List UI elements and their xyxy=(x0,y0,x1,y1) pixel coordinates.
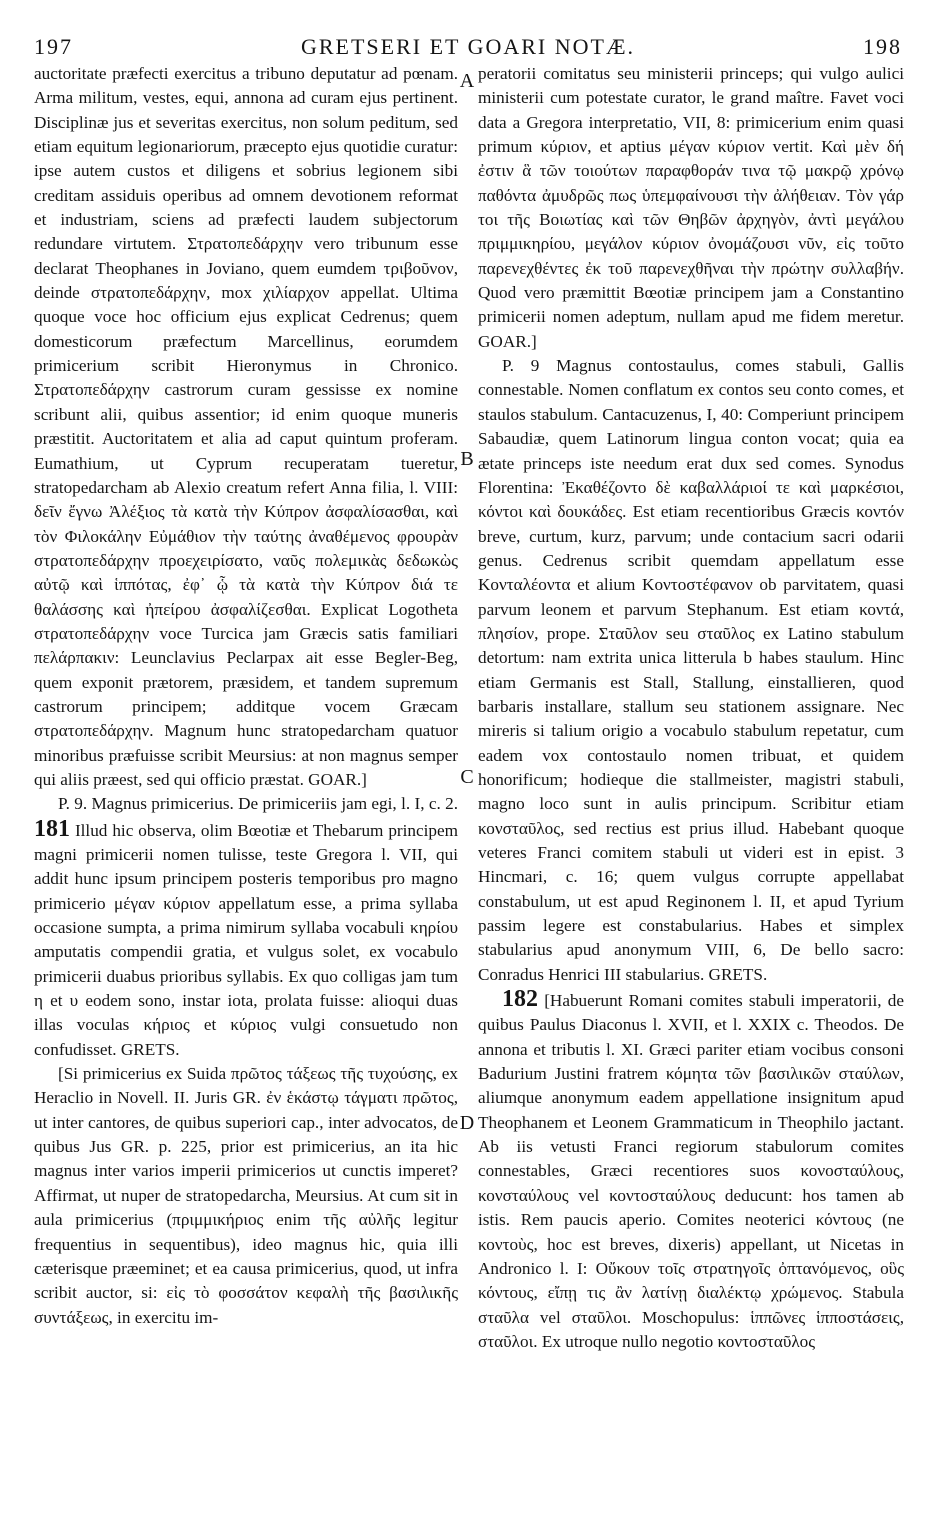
page-number-left: 197 xyxy=(34,34,73,59)
section-number: 182 xyxy=(502,986,538,1013)
paragraph-magnus-primicerius xyxy=(34,792,458,1062)
running-title: GRETSERI ET GOARI NOTÆ. xyxy=(300,34,636,59)
paragraph-primicerius-note: [Si primicerius ex Suida πρῶτος τάξεως τῆς τυχούσης, ex Heraclio in Novell. II. Juris GR. ἐν ἑκάστῳ τάγματι πρῶτος, ut inter cantores, de quibus superiori cap., inter advocatos, de quibus Jus GR. p. 225, prior est primicerius, an ita hic magnus inter varios imperii primicerios ut cunctis imperet? Affirmat, ut nuper de stratopedarcha, Meursius. At cum sit in aula primicerius (πριμμικήριος enim τῆς αὐλῆς legitur frequentius in sequentibus), ideo magnus hic, quia illi cæterisque præeminet; et ea causa primicerius, quod, ut infra scribit auctor, si: εἰς τὸ φοσσάτον κεφαλὴ τῆς βασιλικῆς συντάξεως, in exercitu im- xyxy=(34,1064,458,1327)
paragraph-comites-stabuli xyxy=(478,987,904,1354)
margin-marker-b: B xyxy=(460,448,474,470)
page-number-right: 198 xyxy=(863,34,902,59)
right-column xyxy=(478,62,904,1524)
paragraph-contostaulus: P. 9 Magnus contostaulus, comes stabuli, Gallis connestable. Nomen conflatum ex contos seu conto comes, et staulos stabulum. Cantacuzenus, I, 40: Comperiunt principem Sabaudiæ, quem Latinorum lingua conton vocat; quia ea ætate princeps iste needum erat dux sed comes. Synodus Florentina: Ἐκαθέζοντο δὲ καβαλλάριοί τε καὶ μαρκέσιοι, κόντοι καὶ δουκάδες. Est etiam recentioribus Græcis κοντόν breve, curtum, kurz, parvum; unde contacium sacri odarii genus. Cedrenus scribit quemdam appellatum esse Κονταλέοντα et alium Κοντοστέφανον ob parvitatem, quasi parvum leonem et parvum Stephanum. Est etiam κοντά, πλησίον, prope. Σταῦλον seu σταῦλος ex Latino stabulum detortum: nam extrita unica litterula b habes staulum. Hinc etiam Germanis est Stall, Stallung, einstallieren, quod barbaris installare, stallum seu stationem assignare. Nec mireris si talium origio a vocabulo stabulum repetatur, cum eadem vox contostaulo nomen tribuat, et quidem honorificum; hodieque die stallmeister, magistri stabuli, magno loco sunt in aulis principum. Scribitur etiam κονσταῦλος, sed rectius est prius illud. Habebant quoque veteres Franci comitem stabuli ut videri est in epist. 3 Hincmari, c. 16; quem vulgus corrupte appellabat constabulum, ut est apud Reginonem l. II, et apud Tyrium passim legere est constabularius. Habes et simplex stabularius apud anonymum VIII, 6, De bello sacro: Conradus Henrici III stabularius. GRETS. xyxy=(478,356,904,984)
margin-marker-c: C xyxy=(460,766,474,788)
page-header xyxy=(34,34,902,62)
paragraph-comitatus: peratorii comitatus seu ministerii princeps; qui vulgo aulici ministerii cum potestate curator, le grand maître. Favet voci data a Gregora interpretatio, VII, 8: primicerium enim quasi primum κύριον, et aptius μέγαν κύριον vertit. Καὶ μὲν δή ἐστιν ἃ τῶν τοιούτων παραφθοράν τινα τῷ μακρῷ χρόνῳ παθόντα ἀμυδρῶς πως ὑπεμφαίνουσι τὴν ἀλήθειαν. Τὸν γάρ τοι τῆς Βοιωτίας καὶ τῶν Θηβῶν ἀρχηγὸν, ἀντὶ μεγάλου πριμμικηρίου, μεγάλον κύριον ὀνομάζουσι νῦν, εἰς τοῦτο παρενεχθέντες ἐκ τοῦ παρενεχθῆναι τὴν πρώτην συλλαβήν. Quod vero præmittit Bœotiæ principem jam a Constantino primicerii nomen adeptum, nullam apud me fidem meretur. GOAR.] xyxy=(478,64,904,351)
paragraph-lead: P. 9. Magnus primicerius. De primiceriis jam egi, l. I, c. 2. xyxy=(58,794,458,814)
paragraph-body: Illud hic observa, olim Bœotiæ et Thebarum principem magni primicerii nomen tulisse, teste Gregora l. VII, qui addit hunc ipsum principem posteris temporibus pro magno primicerio μέγαν κύριον appellatum esse, a prima syllaba occasione sumpta, a prima nimirum syllaba vocabuli κηρίου amputatis compendii gratia, et vulgus solet, ex vocabulo primicerii duabus prioribus syllabis. Ex quo colligas jam tum η et υ eodem sono, instar iota, prolata fuisse: alioqui duas illas voculas κήριος et κύριος vulgi consuetudo non confudisset. GRETS. xyxy=(34,820,458,1059)
margin-marker-d: D xyxy=(459,1112,475,1134)
margin-marker-a: A xyxy=(459,70,475,92)
paragraph-stratopedarch: auctoritate præfecti exercitus a tribuno deputatur ad pœnam. Arma militum, vestes, equi, annona ad curam ejus pertinent. Disciplinæ jus et severitas exercitus, non solum peditum, sed etiam equitum legionariorum, præcepto ejus quotidie curatur: ipse autem custos et diligens et sobrius legionem sibi creditam assiduis operibus ad omnem devotionem reformat et industriam, sciens ad præfecti laudem subjectorum redundare virtutem. Στρατοπεδάρχην vero tribunum esse declarat Theophanes in Joviano, quem eumdem τριβοῦνον, deinde στρατοπεδάρχην, mox χιλίαρχον appellat. Ultima quoque voce hoc officium ejus explicat Cedrenus; quem domesticorum præfectum Marcellinus, eorumdem primicerium scribit Hieronymus in Chronico. Στρατοπεδάρχην castrorum curam gessisse ex nomine scribunt alii, quibus assentior; id enim quoque muneris præstitit. Auctoritatem et alia ad caput quintum proferam. Eumathium, ut Cyprum recuperatam tueretur, stratopedarcham ab Alexio creatum refert Anna filia, l. VIII: δεῖν ἔγνω Ἀλέξιος τὰ κατὰ τὴν Κύπρον ἀσφαλίσασθαι, καὶ τὸν Φιλοκάλην Εὐμάθιον τὴν ταύτης ἀναθέμενος φρουρὰν στρατοπεδάρχην προεχειρίσατο, ναῦς πολεμικὰς δεδωκὼς αὐτῷ καὶ ἱππότας, ἐφ᾽ ᾧ τὰ κατὰ τὴν Κύπρον διά τε θαλάσσης καὶ ἠπείρου ἀσφαλίζεσθαι. Explicat Logotheta στρατοπεδάρχην voce Turcica jam Græcis satis familiari πελάρπακιν: Leunclavius Peclarpax ait esse Begler-Beg, quem exponit prætorem, præsidem, et tandem supremum castrorum principem; additque vocem Græcam στρατοπεδάρχην. Magnum hunc stratopedarcham quatuor minoribus præfuisse scribit Meursius: at non magnus semper qui aliis præest, sed qui officio præstat. GOAR.] xyxy=(34,64,458,789)
left-column xyxy=(34,62,458,1524)
section-number: 181 xyxy=(34,815,70,842)
paragraph-body: [Habuerunt Romani comites stabuli imperatorii, de quibus Paulus Diaconus l. XVII, et l. XXIX c. Theodos. De annona et tributis l. XI. Græci pariter etiam vocibus consoni Badurium Justini fratrem κόμητα τῶν βασιλικῶν σταύλων, aliumque anonymum eadem appellatione insignitum apud Theophanem et Leonem Grammaticum in Theophilo jactant. Ab iis vetusti Franci regiorum stabulorum comites connestables, Græci recentiores suos κονοσταύλους, κονσταύλους vel κοντοσταύλους deducunt: hos tamen ab istis. Rem paucis aperio. Comites neoterici κόντους (ne κοντοὺς, hoc est breves, dixeris) appellant, ut Nicetas in Andronico l. I: Οὔκουν τοῖς στρατηγοῖς ὀπτανόμενος, οὓς κόντους, εἴπῃ τις ἂν λατίνῃ διαλέκτῳ χρώμενος. Stabula σταῦλα vel σταῦλοι. Moschopulus: ἱππῶνες ἱπποστάσεις, σταῦλοι. Ex utroque nullo negotio κοντοσταῦλος xyxy=(478,991,904,1351)
